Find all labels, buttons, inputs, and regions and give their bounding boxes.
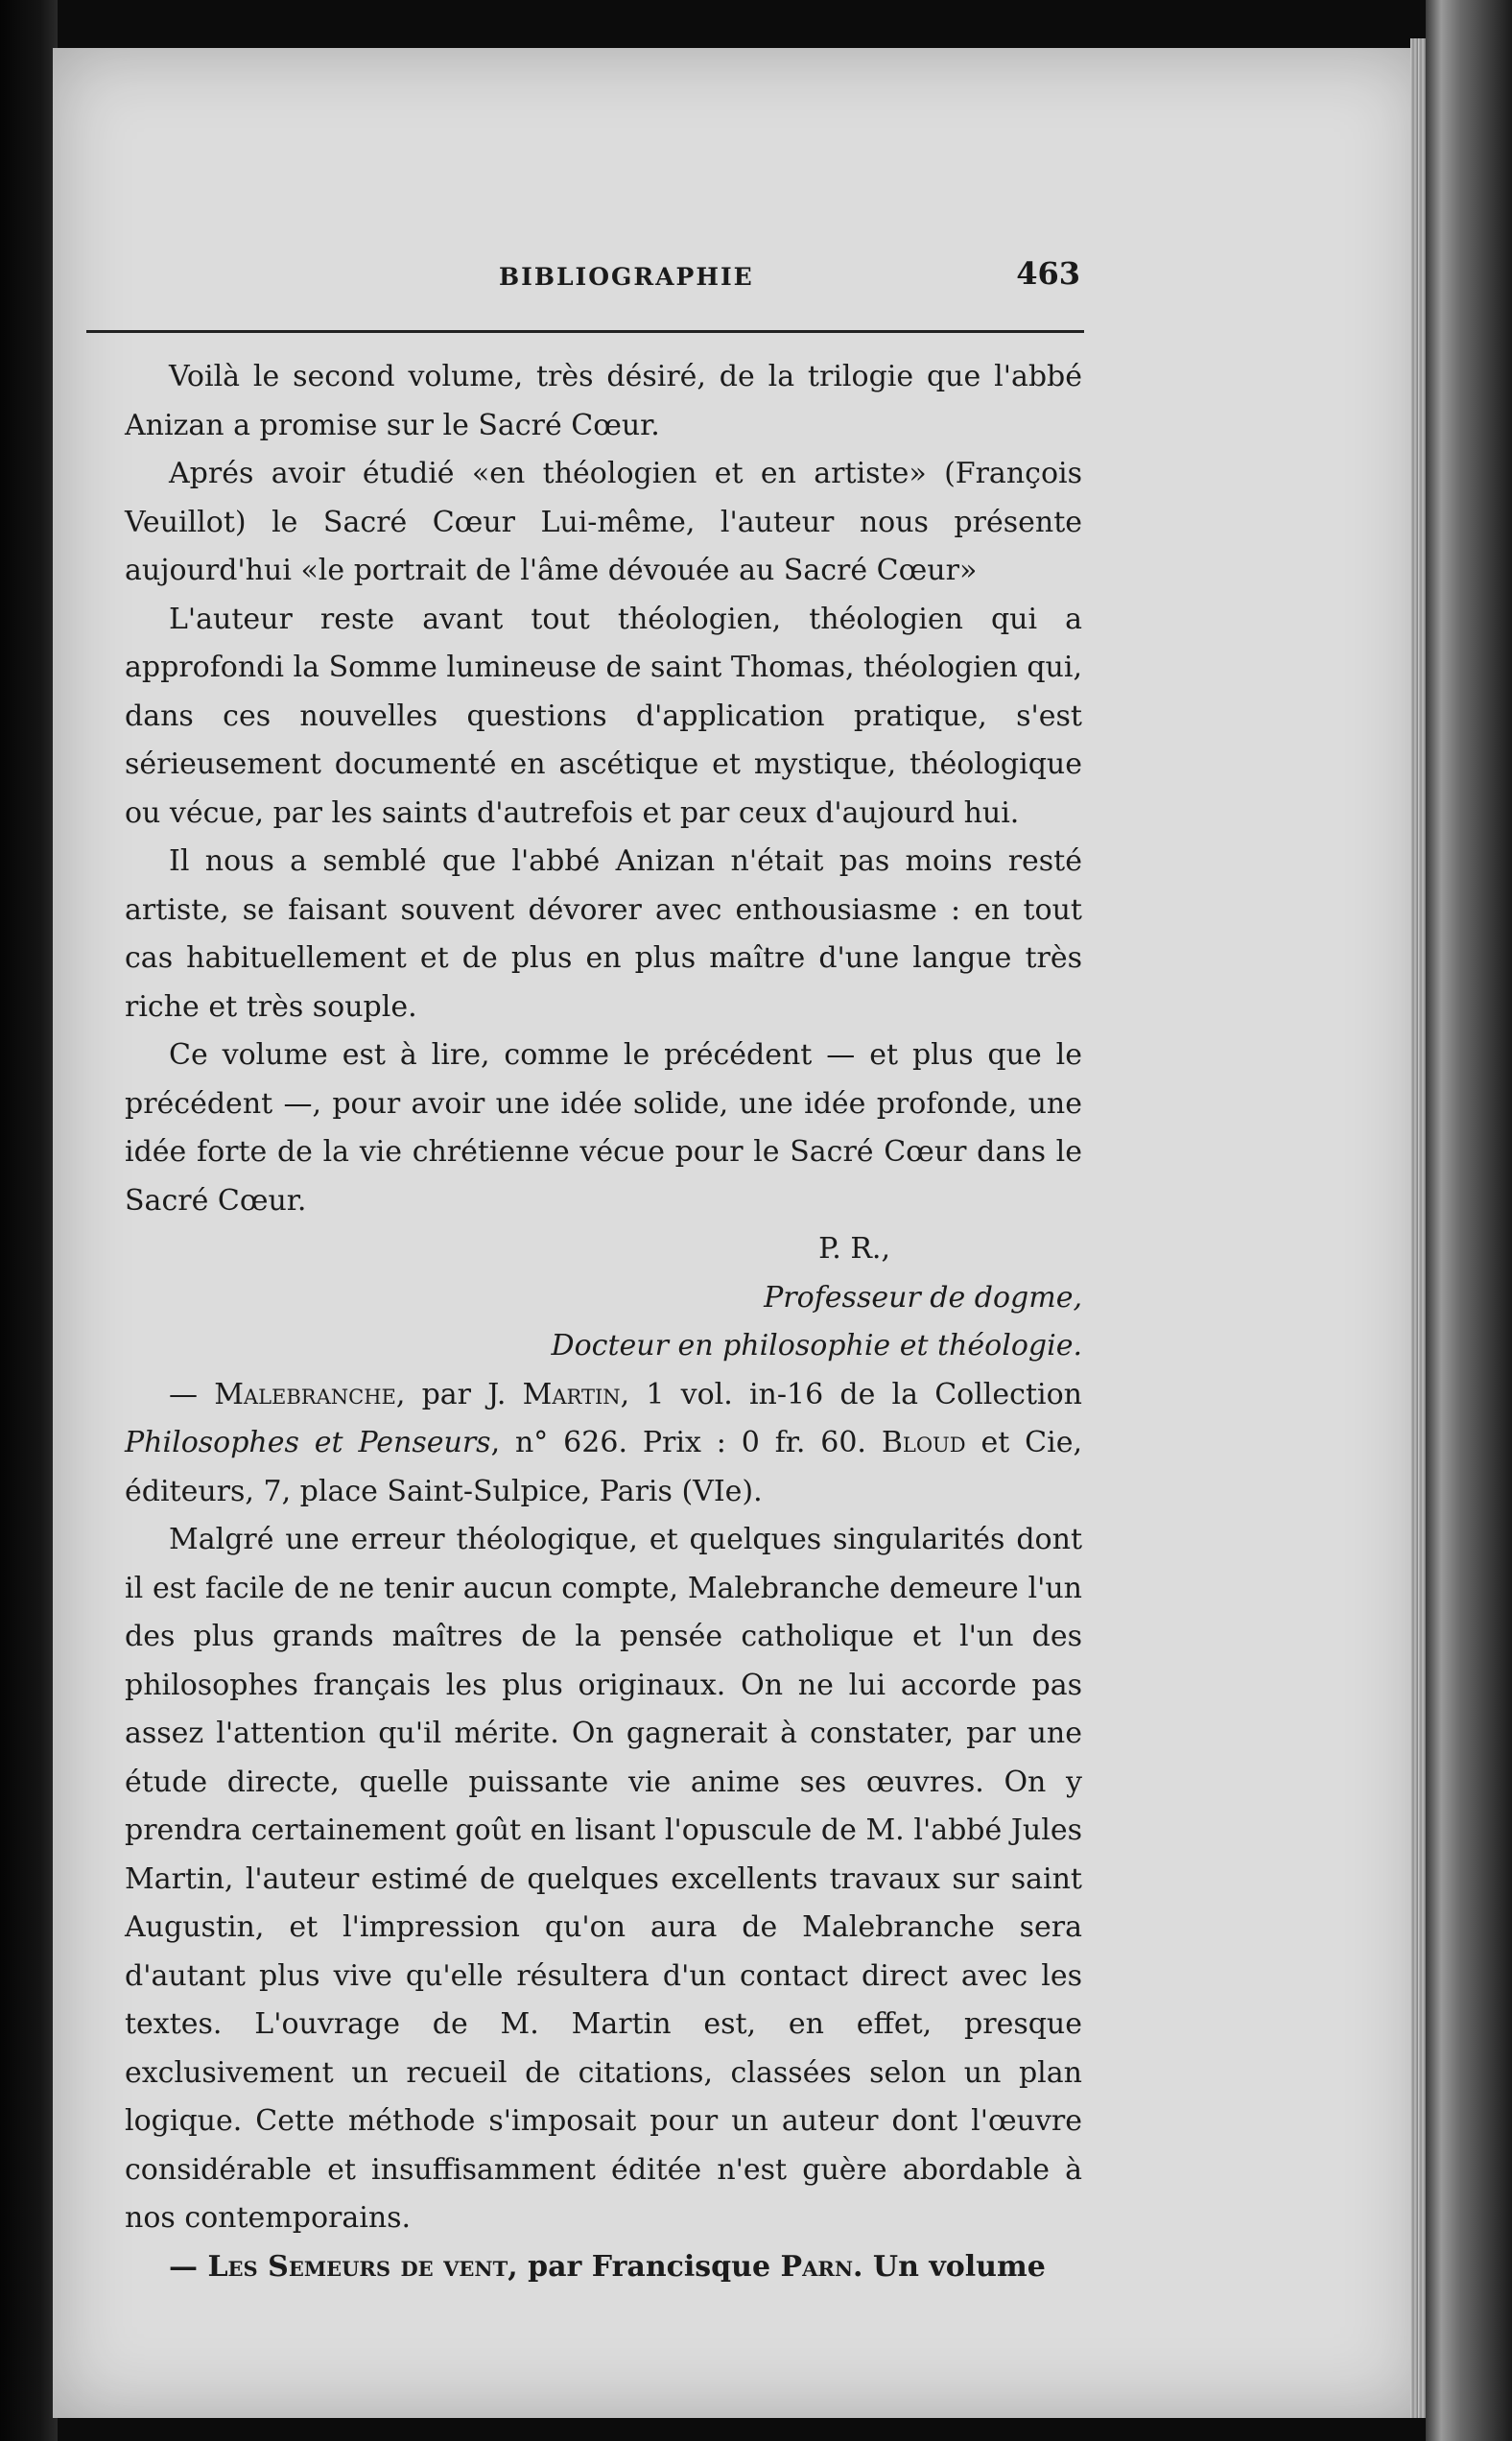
scan-frame-right xyxy=(1426,0,1512,2441)
running-head xyxy=(86,248,1084,305)
entry-details: , n° 626. Prix : 0 fr. 60. xyxy=(490,1426,882,1459)
reviewer-degree: Docteur en philosophie et théologie. xyxy=(551,1329,1082,1363)
review-entry-heading xyxy=(125,1371,1082,1517)
entry-details: , 1 vol. in-16 de la Collection xyxy=(620,1377,1082,1411)
reviewer-initials: P. R., xyxy=(818,1232,890,1266)
page-number: 463 xyxy=(1016,255,1080,292)
book-author: Martin xyxy=(522,1377,621,1411)
paragraph: L'auteur reste avant tout théologien, théologien qui a approfondi la Somme lumineuse de saint Thomas, théologien qui, dans ces nouvelles questions d'application pratique, s'est sérieusement documenté en ascétique et mystique, théologique ou vécue, par les saints d'autrefois et par ceux d'aujourd hui. xyxy=(125,602,1082,830)
running-title: BIBLIOGRAPHIE xyxy=(499,263,754,291)
entry-dash: — xyxy=(169,2249,208,2284)
book-title: Les Semeurs de vent xyxy=(207,2249,508,2284)
page-body xyxy=(125,353,1082,2291)
book-author: Parn xyxy=(780,2249,854,2284)
book-collection: Philosophes et Penseurs xyxy=(125,1426,491,1459)
entry-details: . Un volume xyxy=(853,2249,1046,2284)
review-entry-heading xyxy=(125,2243,1082,2292)
book-title: Malebranche xyxy=(214,1377,396,1411)
paragraph: Ce volume est à lire, comme le précédent — et plus que le précédent —, pour avoir une idée solide, une idée profonde, une idée forte de la vie chrétienne vécue pour le Sacré Cœur dans le Sacré Cœur. xyxy=(125,1038,1082,1218)
entry-details: et Cie, éditeurs, 7, place Saint-Sulpice, Paris (VIe). xyxy=(125,1426,1082,1508)
paragraph: Voilà le second volume, très désiré, de la trilogie que l'abbé Anizan a promise sur le Sacré Cœur. xyxy=(125,360,1082,442)
book-publisher: Bloud xyxy=(881,1426,966,1459)
entry-by: , par Francisque xyxy=(508,2249,781,2284)
paragraph: Malgré une erreur théologique, et quelques singularités dont il est facile de ne tenir aucun compte, Malebranche demeure l'un des plus grands maîtres de la pensée catholique et l'un des philosophes français les plus originaux. On ne lui accorde pas assez l'attention qu'il mérite. On gagnerait à constater, par une étude directe, quelle puissante vie anime ses œuvres. On y prendra certainement goût en lisant l'opuscule de M. l'abbé Jules Martin, l'auteur estimé de quelques excellents travaux sur saint Augustin, et l'impression qu'on aura de Malebranche sera d'autant plus vive qu'elle résultera d'un contact direct avec les textes. L'ouvrage de M. Martin est, en effet, presque exclusivement un recueil de citations, classées selon un plan logique. Cette méthode s'imposait pour un auteur dont l'œuvre considérable et insuffisamment éditée n'est guère abordable à nos contemporains. xyxy=(125,1523,1082,2235)
paragraph: Il nous a semblé que l'abbé Anizan n'était pas moins resté artiste, se faisant souvent dévorer avec enthousiasme : en tout cas habituellement et de plus en plus maître d'une langue très riche et très souple. xyxy=(125,844,1082,1024)
reviewer-title: Professeur de dogme, xyxy=(764,1280,1082,1315)
entry-by: , par J. xyxy=(395,1377,523,1411)
paragraph: Aprés avoir étudié «en théologien et en artiste» (François Veuillot) le Sacré Cœur Lui-même, l'auteur nous présente aujourd'hui «le portrait de l'âme dévouée au Sacré Cœur» xyxy=(125,457,1082,587)
header-rule xyxy=(86,330,1084,333)
scan-frame-left xyxy=(0,0,58,2441)
entry-dash: — xyxy=(169,1377,215,1411)
